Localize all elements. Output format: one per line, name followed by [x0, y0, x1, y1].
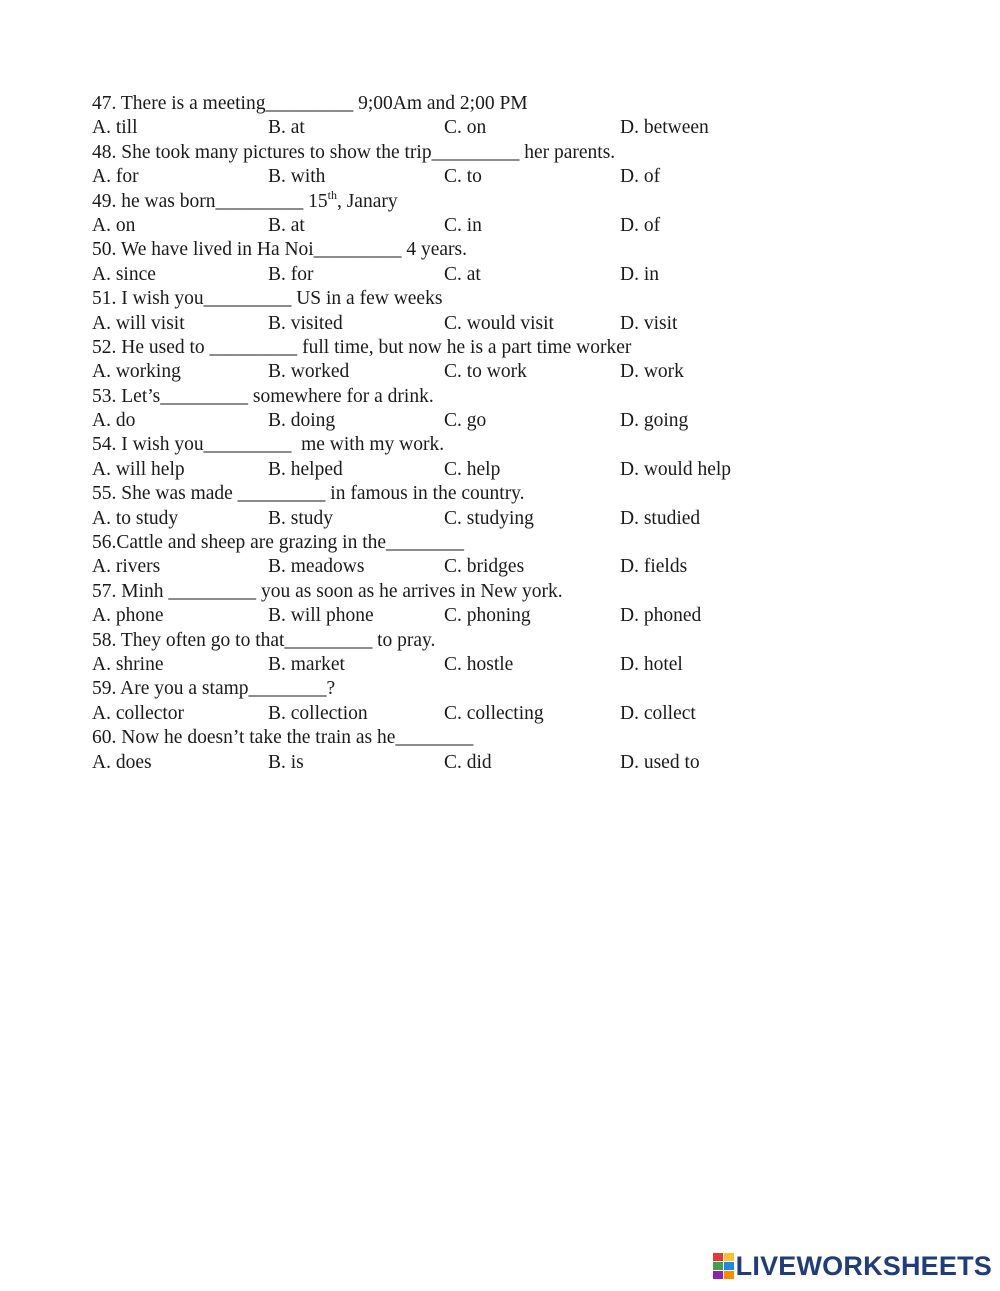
question-stem: 49. he was born_________ 15th, Janary — [92, 187, 398, 212]
liveworksheets-brand[interactable] — [713, 1251, 992, 1281]
option-c[interactable]: C. phoning — [444, 605, 531, 627]
answer-options-row — [92, 555, 912, 579]
option-a[interactable]: A. to study — [92, 507, 179, 529]
option-c[interactable]: C. bridges — [444, 556, 525, 578]
option-a[interactable]: A. phone — [92, 605, 164, 627]
option-c[interactable]: C. studying — [444, 507, 534, 529]
answer-options-row — [92, 165, 912, 189]
option-c[interactable]: C. go — [444, 410, 487, 432]
option-a[interactable]: A. shrine — [92, 653, 164, 675]
answer-options-row — [92, 653, 912, 677]
question-stem: 55. She was made _________ in famous in the country. — [92, 483, 525, 505]
logo-block — [713, 1253, 723, 1261]
option-c[interactable]: C. at — [444, 263, 481, 285]
option-c[interactable]: C. collecting — [444, 702, 544, 724]
answer-options-row — [92, 312, 912, 336]
option-a[interactable]: A. collector — [92, 702, 185, 724]
question-stem: 54. I wish you_________ me with my work. — [92, 434, 445, 456]
option-b[interactable]: B. study — [268, 507, 334, 529]
logo-block — [713, 1271, 723, 1279]
option-b[interactable]: B. is — [268, 751, 304, 773]
option-b[interactable]: B. worked — [268, 361, 350, 383]
option-c[interactable]: C. to work — [444, 361, 527, 383]
option-a[interactable]: A. do — [92, 410, 136, 432]
option-d[interactable]: D. between — [620, 117, 709, 139]
option-b[interactable]: B. collection — [268, 702, 368, 724]
option-c[interactable]: C. to — [444, 166, 482, 188]
option-c[interactable]: C. did — [444, 751, 492, 773]
logo-block — [724, 1253, 734, 1261]
logo-block — [724, 1262, 734, 1270]
answer-options-row — [92, 116, 912, 140]
worksheet-content — [92, 92, 912, 775]
option-a[interactable]: A. will help — [92, 458, 185, 480]
option-c[interactable]: C. in — [444, 214, 482, 236]
logo-block — [713, 1262, 723, 1270]
option-a[interactable]: A. since — [92, 263, 156, 285]
liveworksheets-logo-icon — [713, 1253, 733, 1279]
option-a[interactable]: A. on — [92, 214, 136, 236]
option-a[interactable]: A. rivers — [92, 556, 161, 578]
question-stem: 53. Let’s_________ somewhere for a drink. — [92, 385, 434, 407]
option-b[interactable]: B. for — [268, 263, 314, 285]
option-d[interactable]: D. studied — [620, 507, 701, 529]
logo-block — [724, 1271, 734, 1279]
question-stem: 47. There is a meeting_________ 9;00Am and 2;00 PM — [92, 93, 528, 114]
question-stem: 52. He used to _________ full time, but now he is a part time worker — [92, 336, 632, 358]
option-d[interactable]: D. hotel — [620, 653, 683, 675]
option-d[interactable]: D. collect — [620, 702, 696, 724]
answer-options-row — [92, 360, 912, 384]
option-b[interactable]: B. visited — [268, 312, 343, 334]
option-c[interactable]: C. would visit — [444, 312, 554, 334]
question-stem: 56.Cattle and sheep are grazing in the________ — [92, 532, 465, 554]
option-a[interactable]: A. will visit — [92, 312, 185, 334]
option-a[interactable]: A. working — [92, 361, 181, 383]
option-c[interactable]: C. help — [444, 458, 501, 480]
option-a[interactable]: A. till — [92, 117, 138, 139]
answer-options-row — [92, 604, 912, 628]
option-b[interactable]: B. at — [268, 117, 305, 139]
option-d[interactable]: D. of — [620, 166, 661, 188]
option-b[interactable]: B. helped — [268, 458, 343, 480]
answer-options-row — [92, 263, 912, 287]
option-c[interactable]: C. hostle — [444, 653, 514, 675]
option-b[interactable]: B. will phone — [268, 605, 374, 627]
option-b[interactable]: B. with — [268, 166, 326, 188]
option-d[interactable]: D. visit — [620, 312, 678, 334]
answer-options-row — [92, 409, 912, 433]
option-a[interactable]: A. for — [92, 166, 139, 188]
question-stem: 50. We have lived in Ha Noi_________ 4 years. — [92, 239, 467, 261]
answer-options-row — [92, 507, 912, 531]
answer-options-row — [92, 702, 912, 726]
option-d[interactable]: D. phoned — [620, 605, 702, 627]
answer-options-row — [92, 751, 912, 775]
option-b[interactable]: B. at — [268, 214, 305, 236]
option-d[interactable]: D. in — [620, 263, 659, 285]
option-d[interactable]: D. going — [620, 410, 689, 432]
answer-options-row — [92, 214, 912, 238]
question-stem: 57. Minh _________ you as soon as he arrives in New york. — [92, 580, 563, 602]
ordinal-suffix: th — [327, 187, 337, 202]
option-d[interactable]: D. fields — [620, 556, 688, 578]
option-d[interactable]: D. work — [620, 361, 684, 383]
question-stem: 51. I wish you_________ US in a few weeks — [92, 288, 443, 310]
option-b[interactable]: B. market — [268, 653, 345, 675]
option-d[interactable]: D. of — [620, 214, 661, 236]
option-d[interactable]: D. would help — [620, 458, 732, 480]
option-c[interactable]: C. on — [444, 117, 487, 139]
question-stem: 48. She took many pictures to show the trip_________ her parents. — [92, 141, 616, 163]
question-stem: 59. Are you a stamp________? — [92, 678, 336, 700]
option-d[interactable]: D. used to — [620, 751, 700, 773]
option-a[interactable]: A. does — [92, 751, 152, 773]
question-stem: 60. Now he doesn’t take the train as he________ — [92, 727, 474, 749]
option-b[interactable]: B. meadows — [268, 556, 365, 578]
question-stem: 58. They often go to that_________ to pray. — [92, 629, 436, 651]
brand-name: LIVEWORKSHEETS — [735, 1250, 992, 1281]
answer-options-row — [92, 458, 912, 482]
option-b[interactable]: B. doing — [268, 410, 336, 432]
